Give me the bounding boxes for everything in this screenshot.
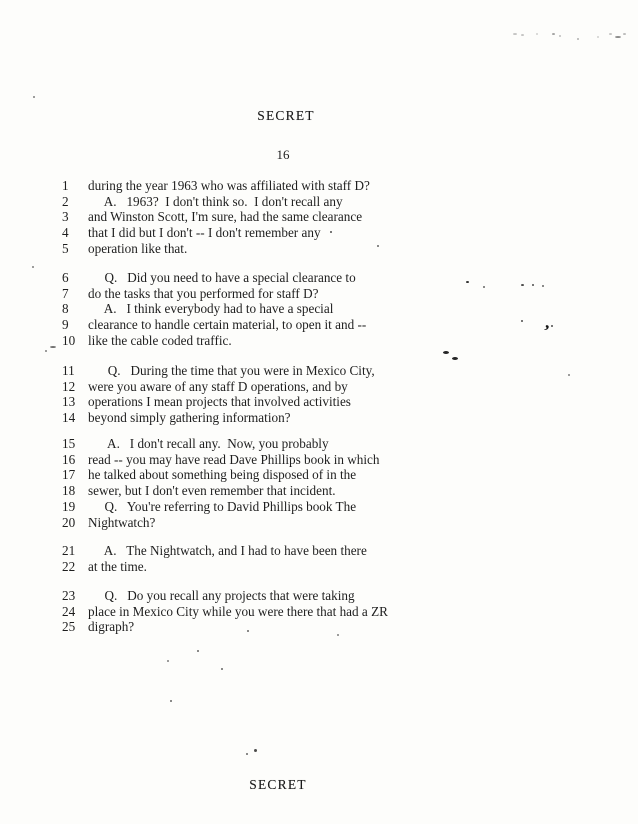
scan-speck <box>197 650 199 652</box>
line-number: 15 <box>62 436 76 451</box>
line-text: at the time. <box>88 558 147 574</box>
line-text: and Winston Scott, I'm sure, had the same clearance <box>88 209 363 225</box>
line-text: read -- you may have read Dave Phillips book in which <box>88 451 380 467</box>
scan-speck <box>615 36 621 38</box>
line-number: 16 <box>62 451 76 467</box>
scan-speck <box>597 36 599 38</box>
scan-speck <box>32 266 34 268</box>
transcript-line <box>0 301 638 317</box>
line-text: clearance to handle certain material, to open it and -- <box>88 317 367 333</box>
line-text: during the year 1963 who was affiliated with staff D? <box>88 178 370 193</box>
line-text: A. I think everybody had to have a special <box>88 301 334 317</box>
scan-speck <box>443 351 449 354</box>
transcript-line <box>0 452 638 468</box>
transcript-block <box>0 588 638 635</box>
scan-speck <box>521 284 524 286</box>
line-number: 10 <box>62 332 76 348</box>
line-number: 12 <box>62 378 76 394</box>
transcript-block <box>0 363 638 426</box>
line-text: place in Mexico City while you were there that had a ZR <box>88 603 388 619</box>
line-number: 9 <box>62 317 69 333</box>
transcript-line <box>0 588 638 604</box>
line-number: 7 <box>62 285 69 301</box>
line-text: sewer, but I don't even remember that incident. <box>88 483 336 499</box>
transcript-line <box>0 604 638 620</box>
scan-speck <box>577 38 579 40</box>
line-text: Nightwatch? <box>88 514 156 530</box>
scan-speck <box>167 660 169 662</box>
transcript-line <box>0 467 638 483</box>
scan-speck <box>170 700 172 702</box>
line-text: he talked about something being disposed of in the <box>88 467 357 483</box>
transcript-line <box>0 379 638 395</box>
transcript-line <box>0 499 638 515</box>
line-number: 21 <box>62 543 76 558</box>
scan-speck <box>521 34 524 36</box>
line-text: A. I don't recall any. Now, you probably <box>88 436 329 451</box>
handwritten-tick-mark: ’ <box>540 320 552 342</box>
line-text: beyond simply gathering information? <box>88 410 291 426</box>
scan-speck <box>254 749 257 752</box>
scan-speck <box>337 634 339 636</box>
line-number: 4 <box>62 225 69 241</box>
scan-speck <box>532 284 534 286</box>
scan-speck <box>483 286 485 288</box>
page-number: 16 <box>276 147 290 162</box>
line-text: A. 1963? I don't think so. I don't recall any <box>88 193 343 209</box>
scan-speck <box>452 357 458 360</box>
scan-speck <box>247 630 249 632</box>
scan-speck <box>377 245 379 247</box>
line-text: that I did but I don't -- I don't remember any <box>88 225 321 241</box>
transcript-line <box>0 543 638 559</box>
scan-speck <box>552 33 555 35</box>
line-text: Q. During the time that you were in Mexico City, <box>88 363 375 378</box>
line-text: like the cable coded traffic. <box>88 332 232 348</box>
line-text: Q. Do you recall any projects that were taking <box>88 588 355 603</box>
scan-speck <box>568 374 570 376</box>
line-number: 6 <box>62 270 69 285</box>
line-text: do the tasks that you performed for staff D? <box>88 285 319 301</box>
transcript-line <box>0 209 638 225</box>
line-text: were you aware of any staff D operations, and by <box>88 378 348 394</box>
line-number: 1 <box>62 178 69 193</box>
transcript-line <box>0 194 638 210</box>
line-number: 23 <box>62 588 76 603</box>
transcript-line <box>0 225 638 241</box>
line-number: 14 <box>62 410 76 426</box>
line-number: 18 <box>62 483 76 499</box>
line-text: Q. Did you need to have a special clearance to <box>88 270 356 285</box>
line-number: 2 <box>62 193 69 209</box>
scan-speck <box>466 281 469 283</box>
scan-speck <box>513 33 517 35</box>
transcript-block <box>0 436 638 530</box>
scan-speck <box>33 96 35 98</box>
transcript-line <box>0 241 638 257</box>
transcript-line <box>0 619 638 635</box>
scan-speck <box>521 320 523 322</box>
line-text: A. The Nightwatch, and I had to have been there <box>88 543 367 558</box>
transcript-line <box>0 483 638 499</box>
line-text: operations I mean projects that involved activities <box>88 394 351 410</box>
transcript-block <box>0 543 638 574</box>
scan-speck <box>551 325 553 327</box>
line-number: 25 <box>62 619 76 635</box>
line-number: 8 <box>62 301 69 317</box>
line-number: 20 <box>62 514 76 530</box>
transcript-line <box>0 286 638 302</box>
line-text: Q. You're referring to David Phillips book The <box>88 498 357 514</box>
scan-speck <box>50 346 56 348</box>
scan-speck <box>330 231 332 233</box>
transcript-line <box>0 515 638 531</box>
scan-speck <box>542 285 544 287</box>
line-number: 3 <box>62 209 69 225</box>
scan-speck <box>536 33 538 35</box>
scan-speck <box>246 753 248 755</box>
transcript-line <box>0 410 638 426</box>
line-text: digraph? <box>88 619 135 635</box>
line-number: 11 <box>62 363 75 378</box>
line-number: 17 <box>62 467 76 483</box>
transcript-line <box>0 394 638 410</box>
scan-speck <box>609 33 612 35</box>
line-number: 5 <box>62 240 69 256</box>
scan-speck <box>45 350 47 352</box>
transcript-line <box>0 270 638 286</box>
line-number: 13 <box>62 394 76 410</box>
scan-speck <box>221 668 223 670</box>
line-number: 22 <box>62 558 76 574</box>
transcript-block <box>0 178 638 257</box>
scan-speck <box>623 33 626 35</box>
transcript-line <box>0 559 638 575</box>
line-text: operation like that. <box>88 240 188 256</box>
classification-header: SECRET <box>257 108 315 123</box>
classification-footer: SECRET <box>249 777 307 792</box>
transcript-line <box>0 178 638 194</box>
scan-speck <box>559 35 561 37</box>
transcript-line <box>0 363 638 379</box>
line-number: 24 <box>62 603 76 619</box>
line-number: 19 <box>62 498 76 514</box>
transcript-line <box>0 436 638 452</box>
